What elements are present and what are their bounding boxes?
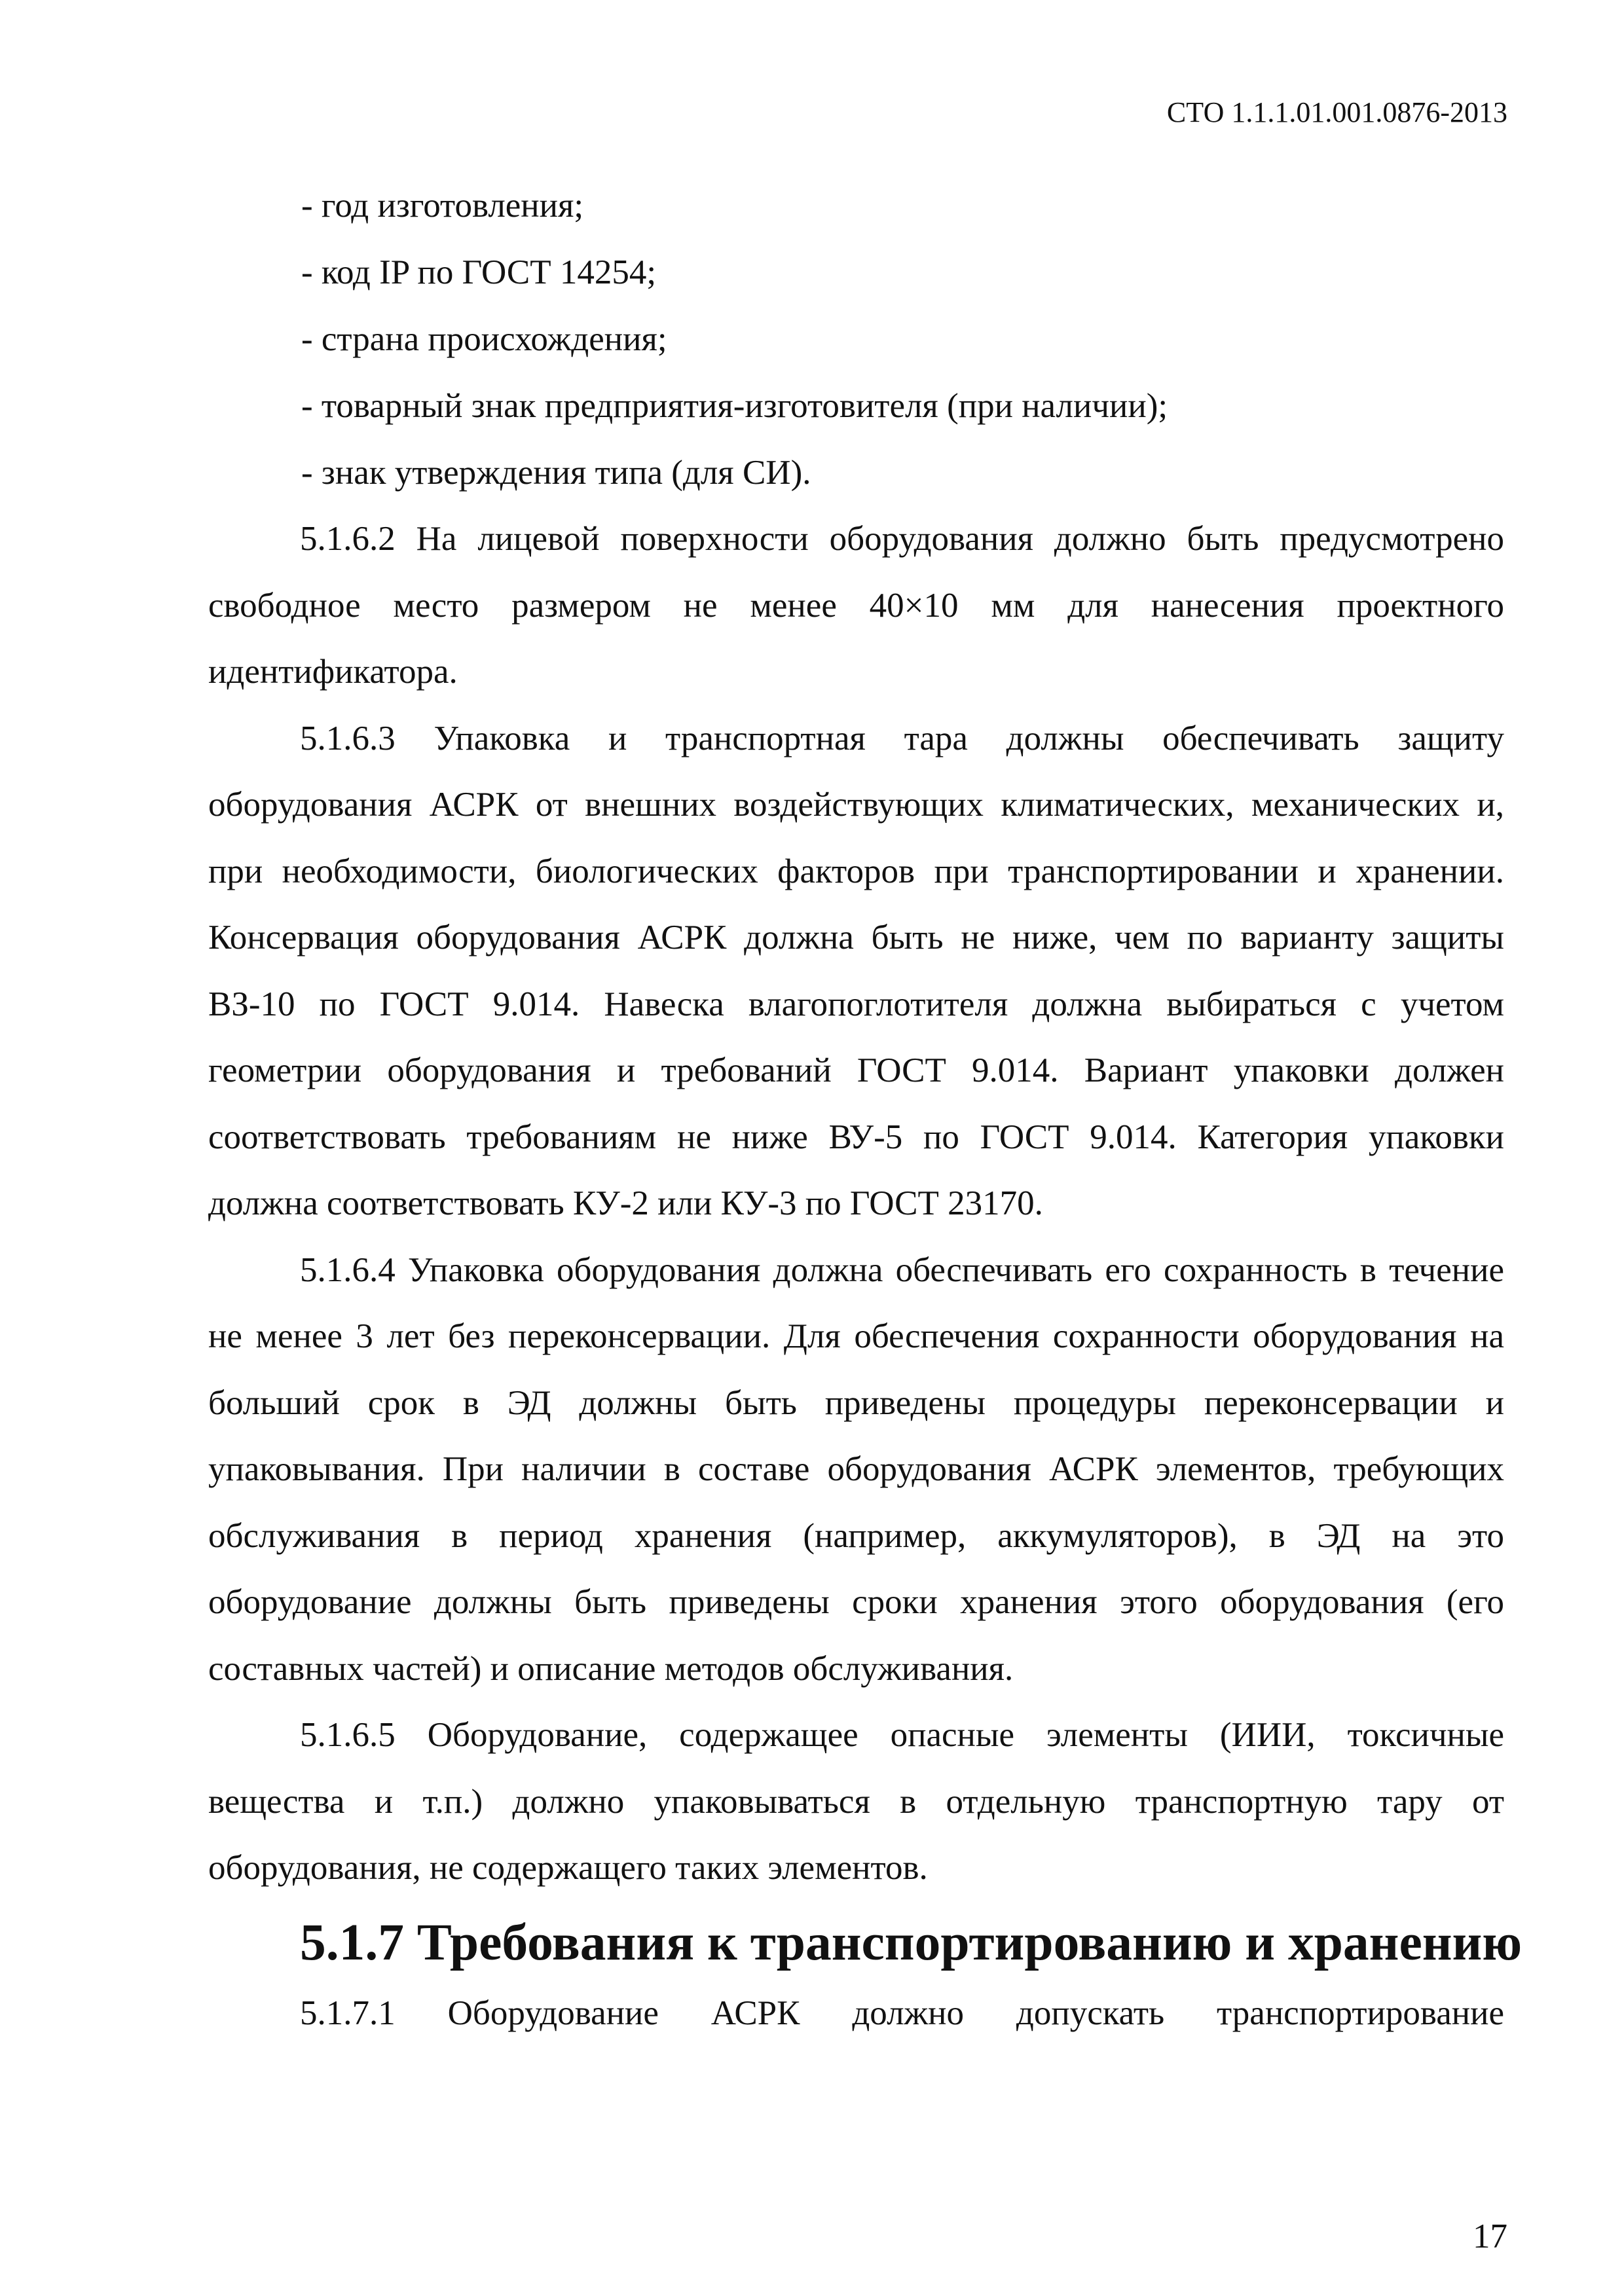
list-item: - страна происхождения;	[301, 320, 667, 358]
paragraph-5-1-6-3: 5.1.6.3 Упаковка и транспортная тара должны обеспечивать защиту оборудования АСРК от внешних воздействующих климатических, механических и, при необходимости, биологических факторов при транспортировании и хранении. Консервация оборудования АСРК должна быть не ниже, чем по варианту защиты ВЗ-10 по ГОСТ 9.014. Навеска влагопоглотителя должна выбираться с учетом геометрии оборудования и требований ГОСТ 9.014. Вариант упаковки должен соответствовать требованиям не ниже ВУ-5 по ГОСТ 9.014. Категория упаковки должна соответствовать КУ-2 или КУ-3 по ГОСТ 23170.	[208, 719, 1504, 1222]
document-code-header: СТО 1.1.1.01.001.0876-2013	[1166, 96, 1507, 128]
list-item: - знак утверждения типа (для СИ).	[301, 454, 811, 492]
list-item: - товарный знак предприятия-изготовителя (при наличии);	[301, 387, 1168, 425]
paragraph-5-1-6-4: 5.1.6.4 Упаковка оборудования должна обеспечивать его сохранность в течение не менее 3 лет без переконсервации. Для обеспечения сохранности оборудования на больший срок в ЭД должны быть приведены процедуры переконсервации и упаковывания. При наличии в составе оборудования АСРК элементов, требующих обслуживания в период хранения (например, аккумуляторов), в ЭД на это оборудование должны быть приведены сроки хранения этого оборудования (его составных частей) и описание методов обслуживания.	[208, 1250, 1504, 1688]
paragraph-5-1-6-5: 5.1.6.5 Оборудование, содержащее опасные элементы (ИИИ, токсичные вещества и т.п.) должно упаковываться в отдельную транспортную тару от оборудования, не содержащего таких элементов.	[208, 1716, 1504, 1887]
section-heading-5-1-7: 5.1.7 Требования к транспортированию и хранению	[300, 1913, 1522, 1971]
paragraph-5-1-6-2: 5.1.6.2 На лицевой поверхности оборудования должно быть предусмотрено свободное место размером не менее 40×10 мм для нанесения проектного идентификатора.	[208, 520, 1504, 691]
paragraph-5-1-7-1: 5.1.7.1 Оборудование АСРК должно допускать транспортирование	[300, 1994, 1504, 2032]
page-number: 17	[1473, 2217, 1507, 2255]
list-item: - год изготовления;	[301, 187, 584, 225]
page-body	[208, 172, 1522, 2047]
list-item: - код IP по ГОСТ 14254;	[301, 253, 657, 291]
